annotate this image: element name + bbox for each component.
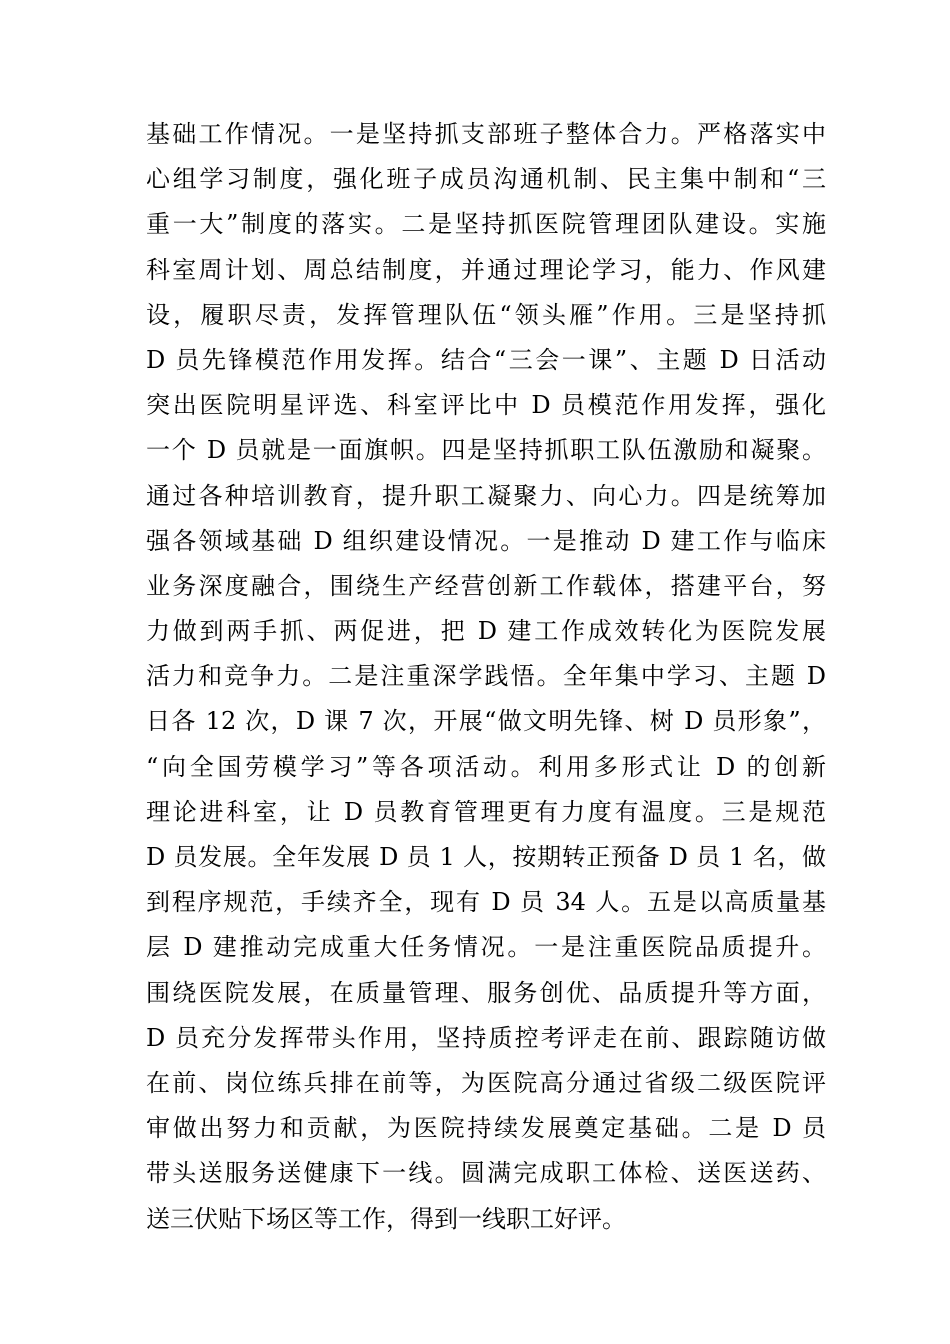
text-line: 设，履职尽责，发挥管理队伍“领头雁”作用。三是坚持抓	[146, 300, 826, 329]
text-line: 突出医院明星评选、科室评比中 D 员模范作用发挥，强化	[146, 391, 826, 420]
text-line: “向全国劳模学习”等各项活动。利用多形式让 D 的创新	[146, 752, 826, 781]
text-line: 理论进科室，让 D 员教育管理更有力度有温度。三是规范	[146, 797, 826, 826]
text-line: 送三伏贴下场区等工作，得到一线职工好评。	[146, 1204, 626, 1233]
text-line: D 员充分发挥带头作用，坚持质控考评走在前、跟踪随访做	[146, 1023, 826, 1052]
text-line: 力做到两手抓、两促进，把 D 建工作成效转化为医院发展	[146, 617, 826, 646]
text-line: D 员先锋模范作用发挥。结合“三会一课”、主题 D 日活动	[146, 345, 826, 374]
text-line: 基础工作情况。一是坚持抓支部班子整体合力。严格落实中	[146, 120, 826, 148]
text-line: 一个 D 员就是一面旗帜。四是坚持抓职工队伍激励和凝聚。	[146, 436, 826, 465]
text-line: 业务深度融合，围绕生产经营创新工作载体，搭建平台，努	[146, 571, 826, 600]
text-line: 活力和竞争力。二是注重深学践悟。全年集中学习、主题 D	[146, 662, 826, 691]
text-line: 日各 12 次，D 课 7 次，开展“做文明先锋、树 D 员形象”，	[146, 707, 826, 736]
text-line: 科室周计划、周总结制度，并通过理论学习，能力、作风建	[146, 255, 826, 284]
text-line: 强各领域基础 D 组织建设情况。一是推动 D 建工作与临床	[146, 526, 826, 555]
text-line: 到程序规范，手续齐全，现有 D 员 34 人。五是以高质量基	[146, 888, 826, 917]
text-line: 在前、岗位练兵排在前等，为医院高分通过省级二级医院评	[146, 1068, 826, 1097]
text-line: 带头送服务送健康下一线。圆满完成职工体检、送医送药、	[146, 1159, 826, 1188]
text-line: 围绕医院发展，在质量管理、服务创优、品质提升等方面，	[146, 978, 826, 1007]
text-line: 重一大”制度的落实。二是坚持抓医院管理团队建设。实施	[146, 210, 826, 239]
text-line: 审做出努力和贡献，为医院持续发展奠定基础。二是 D 员	[146, 1114, 826, 1143]
text-line: 层 D 建推动完成重大任务情况。一是注重医院品质提升。	[146, 933, 826, 962]
body-text	[146, 112, 826, 1242]
text-line: 通过各种培训教育，提升职工凝聚力、向心力。四是统筹加	[146, 481, 826, 510]
text-line: D 员发展。全年发展 D 员 1 人，按期转正预备 D 员 1 名，做	[146, 843, 826, 871]
text-line: 心组学习制度，强化班子成员沟通机制、民主集中制和“三	[146, 165, 826, 194]
